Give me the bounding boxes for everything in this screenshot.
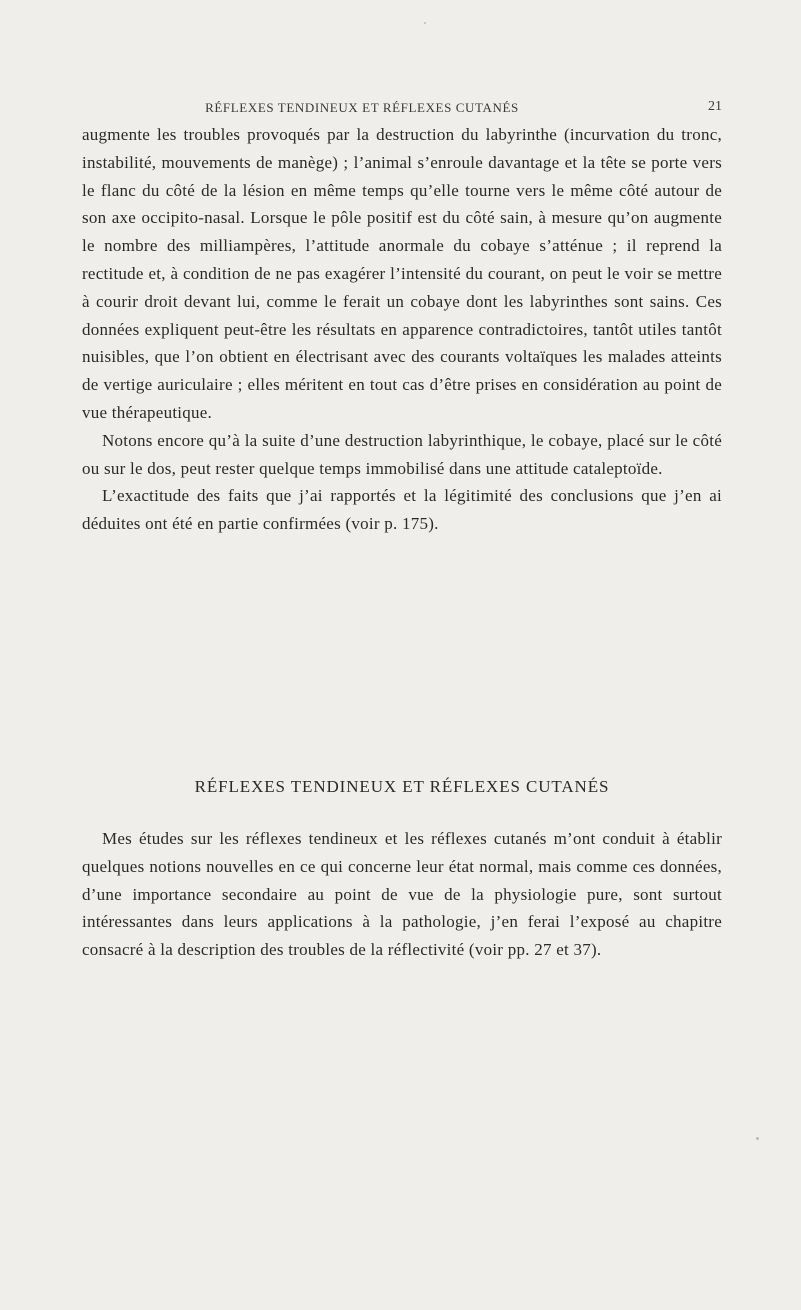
paragraph-continued: augmente les troubles provoqués par la destruction du labyrinthe (incurvation du tronc, instabilité, mouvements de manège) ; l’animal s’enroule davantage et la tête se porte vers le flanc du côté de la lésion en même temps qu’elle tourne vers le même côté autour de son axe occipito-nasal. Lorsque le pôle positif est du côté sain, à mesure qu’on augmente le nombre des milliampères, l’attitude anormale du cobaye s’atténue ; il reprend la rectitude et, à condition de ne pas exagérer l’intensité du courant, on peut le voir se mettre à courir droit devant lui, comme le ferait un cobaye dont les labyrinthes sont sains. Ces données expliquent peut-être les résultats en apparence contradictoires, tantôt utiles tantôt nuisibles, que l’on obtient en électrisant avec des courants voltaïques les malades atteints de vertige auriculaire ; elles méritent en tout cas d’être prises en considération au point de vue thérapeutique.	[82, 125, 722, 422]
paragraph: L’exactitude des faits que j’ai rapportés et la légitimité des conclusions que j’en ai déduites ont été en partie confirmées (voir p. 175).	[82, 486, 722, 534]
paper-speck	[424, 22, 426, 24]
page-number: 21	[708, 99, 722, 114]
section-heading: RÉFLEXES TENDINEUX ET RÉFLEXES CUTANÉS	[194, 777, 610, 796]
body-text-bottom	[82, 825, 722, 964]
paper-speck	[756, 1137, 759, 1140]
body-text-top	[82, 121, 722, 538]
running-head: RÉFLEXES TENDINEUX ET RÉFLEXES CUTANÉS	[205, 100, 519, 115]
paragraph: Notons encore qu’à la suite d’une destruction labyrinthique, le cobaye, placé sur le côté ou sur le dos, peut rester quelque temps immobilisé dans une attitude cataleptoïde.	[82, 430, 722, 478]
paragraph: Mes études sur les réflexes tendineux et les réflexes cutanés m’ont conduit à établir quelques notions nouvelles en ce qui concerne leur état normal, mais comme ces données, d’une importance secondaire au point de vue de la physiologie pure, sont surtout intéressantes dans leurs applications à la pathologie, j’en ferai l’exposé au chapitre consacré à la description des troubles de la réflectivité (voir pp. 27 et 37).	[82, 829, 722, 960]
